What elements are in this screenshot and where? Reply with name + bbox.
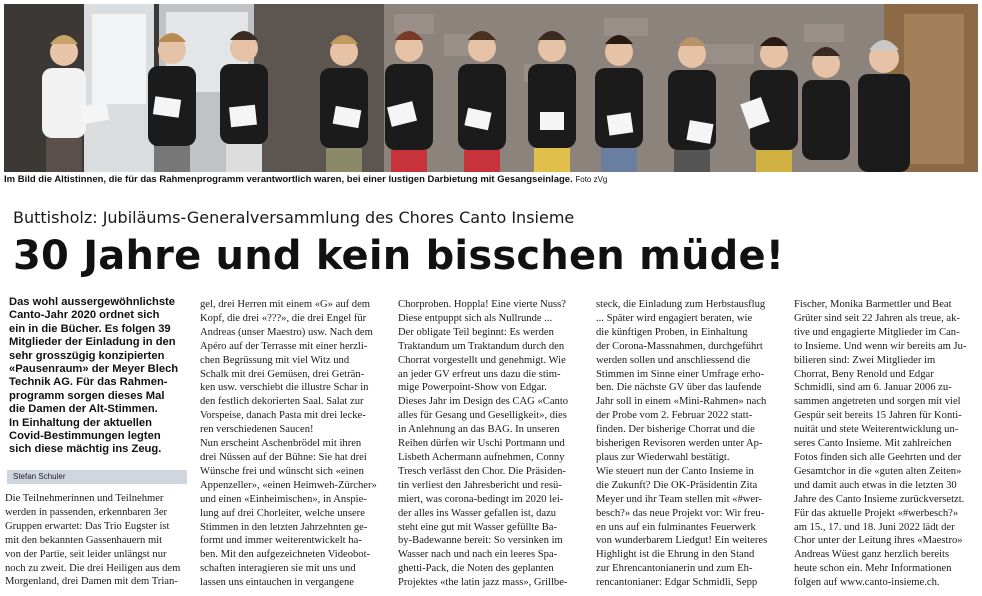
body-text-line: Chorrat vorgestellt und genehmigt. Wie [398, 354, 566, 366]
body-text-line: drei Nüssen auf der Bühne: Sie hat drei [200, 451, 367, 463]
body-text-line: Traktandum um Traktandum durch den [398, 340, 565, 352]
body-text-line: bilieren sind: Zwei Mitglieder im [794, 354, 936, 366]
body-text-line: alles für Gesang und Geselligkeit», dies [398, 410, 567, 422]
lead-line: sich diese mächtig ins Zeug. [9, 443, 162, 456]
body-text-line: Nun erscheint Aschenbrödel mit ihren [200, 438, 362, 450]
body-text-line: Morgenland, drei Damen mit dem Trian- [5, 576, 178, 588]
body-text-line: Chor unter der Leitung ihres «Maestro» [794, 535, 963, 547]
body-text-line: ren verschiedenen Saucen! [200, 424, 314, 436]
body-text-line: by-Badewanne bereit: So versinken im [398, 535, 563, 547]
body-text-line: Jahr soll in einem «Mini-Rahmen» nach [596, 396, 767, 408]
body-text-line: bisherigen Revisoren werden unter Ap- [596, 438, 763, 450]
body-text-line: Meyer und ihr Team stellen mit «#wer- [596, 493, 762, 505]
body-text-line: Kopf, die drei «???», die drei Engel für [200, 312, 367, 324]
body-text-line: to Insieme. Und wenn wir bereits am Ju- [794, 340, 967, 352]
body-text-line: finden. Der bisherige Chorrat und die [596, 424, 755, 436]
body-text-line: Die Teilnehmerinnen und Teilnehmer [5, 493, 164, 504]
body-text-line: Chorproben. Hoppla! Eine vierte Nuss? [398, 299, 566, 310]
photo-caption [4, 174, 978, 185]
body-text-line: ben. Mit den aufgezeichneten Videobot- [200, 549, 371, 561]
body-text-line: den festlich dekorierten Saal. Salat zur [200, 396, 364, 408]
choir-photo-illustration [4, 4, 978, 172]
body-text-line: Chorrat, Beny Renold und Edgar [794, 368, 934, 380]
body-text-line: miert, was corona-bedingt im 2020 lei- [398, 493, 564, 505]
body-text-line: der Corona-Massnahmen, durchgeführt [596, 340, 763, 352]
body-text-line: ben. Die nächste GV über das laufende [596, 382, 762, 394]
body-text-line: sammen angetreten und sorgen mit viel [794, 396, 961, 408]
body-text-line: steht eine gut mit Wasser gefüllte Ba- [398, 521, 557, 533]
lead-line: ein in die Bücher. Es folgen 39 [9, 322, 171, 335]
lead-line: Das wohl aussergewöhnlichste [9, 296, 175, 308]
body-text-line: Vorspeise, danach Pasta mit drei lecke- [200, 410, 366, 422]
lead-line: programm sorgen dieses Mal [9, 389, 165, 402]
body-text-line: ... Später wird engagiert beraten, wie [596, 312, 753, 324]
body-text-line: en uns auf ein fulminantes Feuerwerk [596, 521, 756, 533]
body-text-line: Schalk mit drei Gemüsen, drei Geträn- [200, 368, 365, 380]
body-text-line: tin verliest den Jahresbericht und resü- [398, 479, 562, 491]
body-text-line: heute schon ein. Mehr Informationen [794, 563, 952, 575]
body-text-line: der Probe vom 2. Februar 2022 statt- [596, 410, 753, 422]
body-text-line: von der Partie, seit leider unlängst nur [5, 548, 167, 560]
body-text-line: werden sollen und anschliessend die [596, 354, 751, 366]
body-text-line: Wie steuert nun der Canto Insieme in [596, 465, 754, 477]
body-text-line: die Zukunft? Die OK-Präsidentin Zita [596, 479, 758, 491]
body-text-line: Wünsche frei und wünscht sich «einen [200, 465, 364, 477]
photo-credit: Foto zVg [575, 175, 608, 184]
body-text-line: Appenzeller», «einen Heimweh-Zürcher» [200, 479, 377, 491]
body-text-line: mit den bekannten Gassenhauern mit [5, 534, 163, 546]
lead-line: «Pausenraum» der Meyer Blech [9, 363, 179, 376]
body-text-line: Der obligate Teil beginnt: Es werden [398, 326, 554, 338]
body-text-line: Fotos finden sich alle Geehrten und der [794, 451, 962, 463]
body-column-4 [596, 298, 780, 590]
body-text-line: Gruppen erwartet: Das Trio Eugster ist [5, 520, 170, 532]
lead-line: Canto-Jahr 2020 ordnet sich [9, 309, 160, 322]
body-text-line: mige Powerpoint-Show von Edgar. [398, 382, 547, 394]
body-text-line: Stimmen in den letzten Jahrzehnten ge- [200, 521, 368, 533]
body-text-line: noch zu zweit. Die drei Heiligen aus dem [5, 562, 181, 574]
body-text-line: Lisbeth Achermann aufnehmen, Conny [398, 451, 565, 463]
photo-caption-text: Im Bild die Altistinnen, die für das Rahmenprogramm verantwortlich waren, bei einer lustigen Darbietung mit Gesangseinlage. [4, 174, 573, 185]
body-text-line: in Anlehnung an das BAG. In unseren [398, 424, 560, 436]
body-text-line: Dieses Jahr im Design des CAG «Canto [398, 396, 569, 408]
body-text-line: an jeder GV erfreut uns dazu die stim- [398, 368, 561, 380]
lead-line: Covid-Bestimmungen legten [9, 430, 161, 443]
body-text-line: Grüter sind seit 22 Jahren als treue, ak- [794, 312, 960, 324]
body-text-line: der alles ins Wasser gefallen ist, dazu [398, 507, 557, 519]
lead-line: sehr grosszügig konzipierten [9, 349, 165, 362]
body-text-line: Andreas (unser Maestro) usw. Nach dem [200, 326, 373, 338]
body-text-line: Projektes «the latin jazz mass», Grillbe- [398, 577, 568, 589]
body-text-line: Andreas Wüest ganz herzlich bereits [794, 549, 950, 561]
body-text-line: Stimmen im Sinne einer Umfrage erho- [596, 368, 764, 380]
body-text-line: die künftigen Proben, in Einhaltung [596, 326, 748, 338]
body-text-line: Highlight ist die Ehrung in den Stand [596, 549, 755, 561]
body-text-line: Für das aktuelle Projekt «#werbesch?» [794, 507, 959, 519]
article-headline: 30 Jahre und kein bisschen müde! [13, 233, 785, 279]
body-text-line: chen Begrüssung mit viel Witz und [200, 354, 350, 366]
body-column-3 [398, 298, 584, 590]
body-text-line: Diese entpuppt sich als Nullrunde ... [398, 312, 553, 324]
body-text-line: gel, drei Herren mit einem «G» auf dem [200, 299, 371, 310]
body-text-line: schaften interagieren sie mit uns und [200, 563, 356, 575]
body-text-line: und damit auch etwas in die letzten 30 [794, 479, 957, 491]
lead-line: In Einhaltung der aktuellen [9, 416, 152, 429]
body-text-line: seres Canto Insieme. Mit zahlreichen [794, 438, 952, 450]
body-text-line: tive und engagierte Mitglieder im Can- [794, 326, 960, 338]
body-text-line: Reihen dürfen wir Uschi Portmann und [398, 438, 565, 450]
body-text-line: am 15., 17. und 18. Juni 2022 lädt der [794, 521, 955, 533]
article-kicker: Buttisholz: Jubiläums-Generalversammlung des Chores Canto Insieme [13, 208, 575, 227]
body-text-line: plaus zur Wiederwahl bestätigt. [596, 451, 730, 463]
body-text-line: lung auf drei Chorleiter, welche unsere [200, 507, 365, 519]
body-text-line: und einen «Einheimischen», in Anspie- [200, 493, 367, 505]
body-text-line: besch?» das neue Projekt vor: Wir freu- [596, 507, 765, 519]
author-byline: Stefan Schuler [7, 470, 187, 484]
body-text-line: rencantonianer: Edgar Schmidli, Sepp [596, 577, 758, 589]
body-text-line: ghetti-Pack, die Noten des geplanten [398, 563, 554, 575]
body-text-line: Wasser nach und nach ein leeres Spa- [398, 549, 558, 561]
lead-line: Technik AG. Für das Rahmen- [9, 376, 168, 389]
body-text-line: nuität und stete Weiterentwicklung un- [794, 424, 959, 436]
body-text-line: Jahre des Canto Insieme zurückversetzt. [794, 493, 965, 505]
body-text-line: folgen auf www.canto-insieme.ch. [794, 577, 940, 589]
body-column-2 [200, 298, 384, 590]
body-text-line: Fischer, Monika Barmettler und Beat [794, 299, 952, 310]
body-text-line: formt und immer weiterentwickelt ha- [200, 535, 362, 547]
choir-photo [4, 4, 978, 172]
lead-line: Mitglieder der Einladung in den [9, 336, 176, 349]
body-text-line: lassen uns eintauchen in vergangene [200, 577, 354, 589]
body-text-line: ken usw. verschiebt die illustre Schar in [200, 382, 369, 394]
body-text-line: Tresch verlässt den Chor. Die Präsiden- [398, 465, 566, 477]
body-column-1 [5, 492, 189, 589]
body-text-line: Gespür seit bereits 15 Jahren für Konti- [794, 410, 962, 422]
body-text-line: zur Ehrencantonianerin und zum Eh- [596, 563, 753, 575]
body-text-line: Gesamtchor in die «guten alten Zeiten» [794, 465, 962, 477]
body-text-line: von wunderbarem Liedgut! Ein weiteres [596, 535, 768, 547]
article-lead [9, 296, 187, 457]
body-text-line: Apéro auf der Terrasse mit einer herzli- [200, 340, 368, 352]
body-text-line: werden in passenden, erkennbaren 3er [5, 506, 168, 518]
body-text-line: steck, die Einladung zum Herbstausflug [596, 299, 766, 310]
body-column-5 [794, 298, 978, 590]
lead-line: die Damen der Alt-Stimmen. [9, 403, 158, 416]
body-text-line: Schmidli, sind am 6. Januar 2006 zu- [794, 382, 952, 394]
